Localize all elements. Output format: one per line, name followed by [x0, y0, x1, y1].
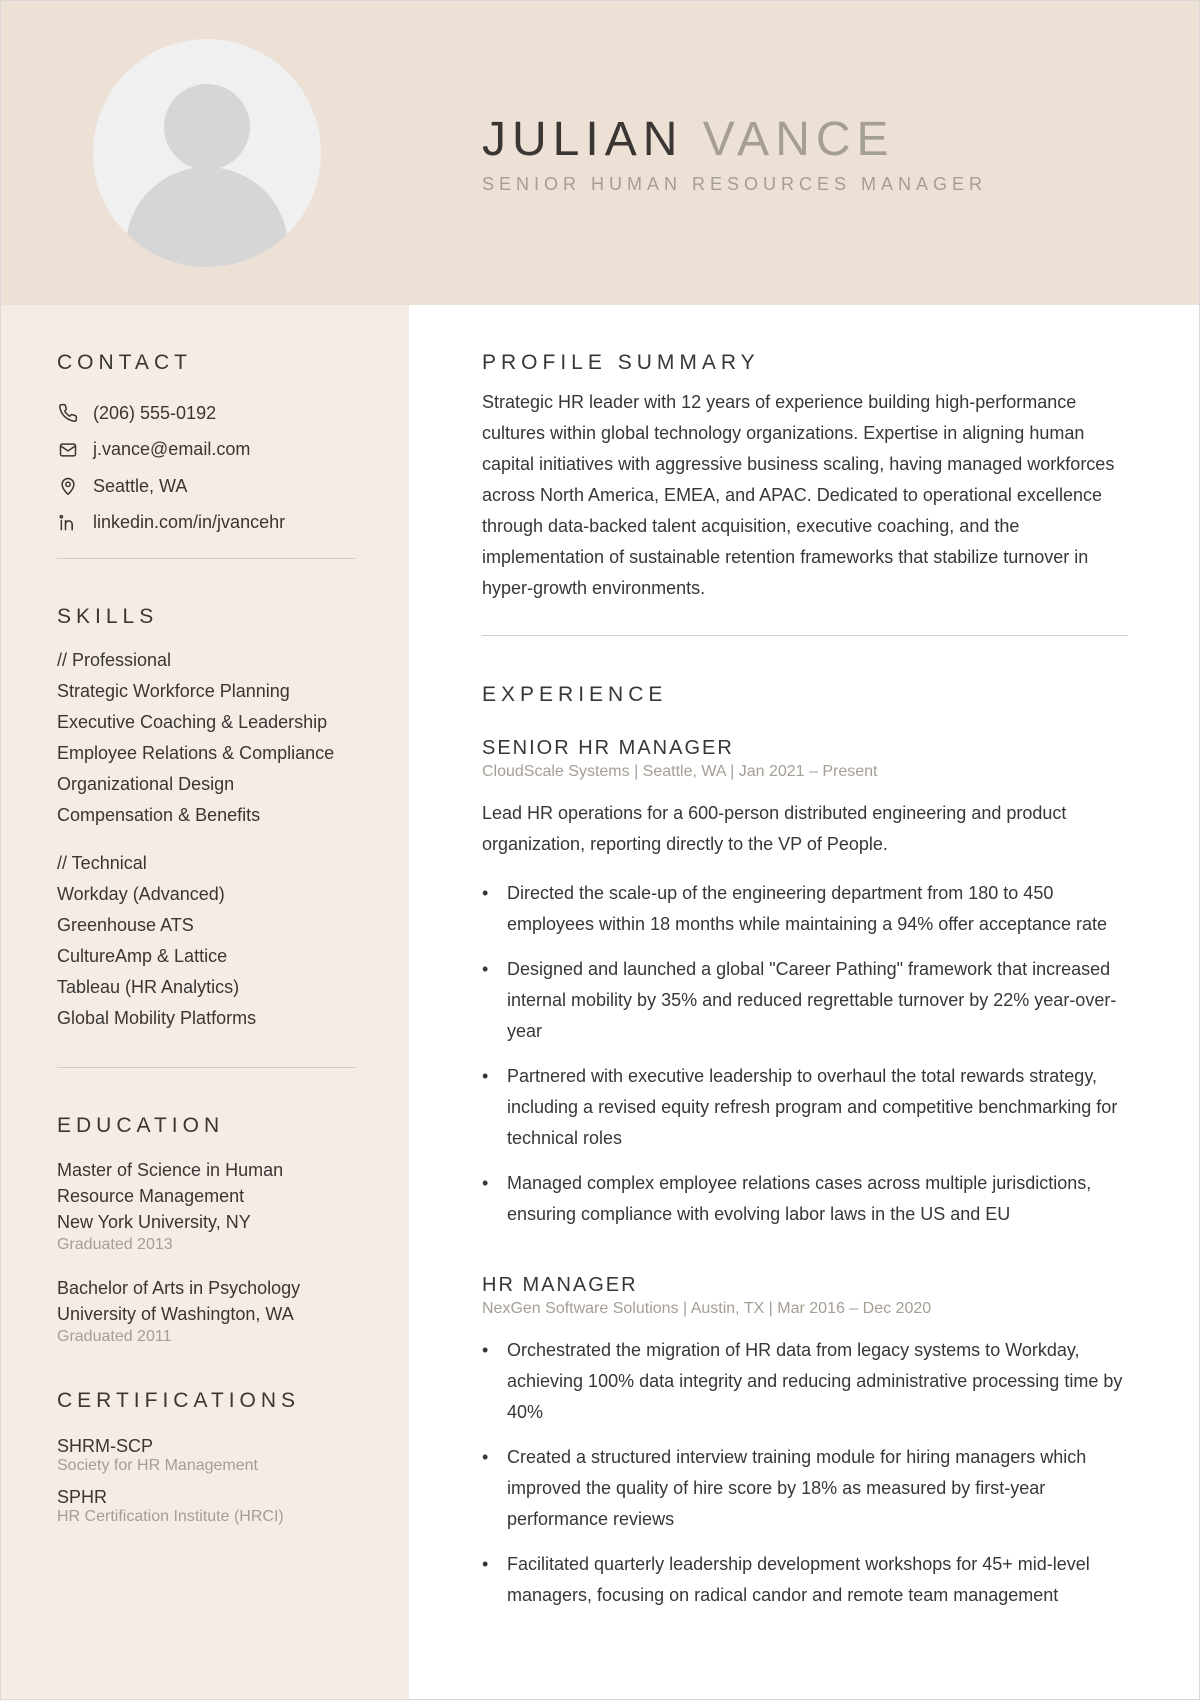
certification-entry — [57, 1435, 357, 1475]
education-school: University of Washington, WA — [57, 1304, 294, 1324]
skills-group-heading: // Technical — [57, 853, 147, 873]
location-pin-icon — [57, 475, 79, 497]
skill-item: Workday (Advanced) — [57, 884, 225, 904]
certification-org: Society for HR Management — [57, 1457, 258, 1474]
job-bullet: • Managed complex employee relations cases across multiple jurisdictions, ensuring compliance with evolving labor laws in the US and EU — [482, 1168, 1128, 1230]
job-description: Lead HR operations for a 600-person distributed engineering and product organization, reporting directly to the VP of People. — [482, 803, 1067, 854]
skills-group-heading: // Professional — [57, 650, 172, 670]
certification-entry — [57, 1486, 357, 1526]
avatar — [93, 39, 321, 267]
job-bullets — [482, 1335, 1128, 1611]
phone-icon — [57, 402, 79, 424]
sidebar-divider — [57, 1067, 355, 1068]
experience-heading: EXPERIENCE — [482, 683, 668, 706]
job-title-subtitle: SENIOR HUMAN RESOURCES MANAGER — [482, 174, 988, 194]
education-heading: EDUCATION — [57, 1114, 225, 1137]
contact-item-location — [57, 468, 357, 505]
candidate-name — [482, 111, 895, 169]
resume-header — [1, 1, 1200, 305]
location-text: Seattle, WA — [93, 475, 188, 496]
education-graduated: Graduated 2011 — [57, 1328, 172, 1345]
education-school: New York University, NY — [57, 1212, 251, 1232]
profile-summary-heading: PROFILE SUMMARY — [482, 351, 760, 374]
skills-heading: SKILLS — [57, 605, 159, 628]
contact-item-email — [57, 432, 357, 469]
linkedin-text: linkedin.com/in/jvancehr — [93, 512, 286, 533]
sidebar-divider — [57, 558, 355, 559]
skill-item: Greenhouse ATS — [57, 915, 194, 935]
avatar-body-shape — [126, 167, 288, 267]
job-meta: CloudScale Systems | Seattle, WA | Jan 2021 – Present — [482, 763, 878, 780]
email-text: j.vance@email.com — [93, 439, 251, 460]
education-degree: Bachelor of Arts in Psychology — [57, 1278, 301, 1298]
job-bullet: • Designed and launched a global "Career Pathing" framework that increased internal mobility by 35% and reduced regrettable turnover by 22% year-over-year — [482, 954, 1128, 1047]
certification-name: SHRM-SCP — [57, 1436, 154, 1456]
skills-group-professional — [57, 645, 357, 831]
job-title: SENIOR HR MANAGER — [482, 737, 734, 759]
job-bullet: • Facilitated quarterly leadership development workshops for 45+ mid-level managers, focusing on radical candor and remote team management — [482, 1549, 1128, 1611]
skills-group-technical — [57, 848, 357, 1034]
contact-heading: CONTACT — [57, 351, 192, 374]
certification-org: HR Certification Institute (HRCI) — [57, 1508, 284, 1525]
mail-icon — [57, 439, 79, 461]
skill-item: Global Mobility Platforms — [57, 1008, 257, 1028]
contact-list — [57, 395, 357, 541]
skill-item: Tableau (HR Analytics) — [57, 977, 240, 997]
main-divider — [482, 635, 1128, 636]
linkedin-icon — [57, 512, 79, 534]
contact-item-phone — [57, 395, 357, 432]
job-bullets — [482, 878, 1128, 1230]
profile-summary-text: Strategic HR leader with 12 years of experience building high-performance cultures within global technology organizations. Expertise in aligning human capital initiatives with aggressive business scaling, having managed workforces across North America, EMEA, and APAC. Dedicated to operational excellence through data-backed talent acquisition, executive coaching, and the implementation of sustainable retention frameworks that stabilize turnover in hyper-growth environments. — [482, 392, 1115, 598]
last-name: VANCE — [702, 113, 895, 166]
sidebar — [1, 305, 409, 1700]
certification-name: SPHR — [57, 1487, 108, 1507]
skill-item: Strategic Workforce Planning — [57, 681, 290, 701]
first-name: JULIAN — [482, 113, 684, 166]
job-meta: NexGen Software Solutions | Austin, TX | Mar 2016 – Dec 2020 — [482, 1300, 932, 1317]
certifications-heading: CERTIFICATIONS — [57, 1389, 301, 1412]
phone-text: (206) 555-0192 — [93, 402, 217, 423]
avatar-head-shape — [164, 84, 250, 170]
job-bullet: • Created a structured interview training module for hiring managers which improved the quality of hire score by 18% as measured by first-year performance reviews — [482, 1442, 1128, 1535]
job-entry — [482, 736, 1128, 1244]
job-bullet: • Directed the scale-up of the engineering department from 180 to 450 employees within 18 months while maintaining a 94% offer acceptance rate — [482, 878, 1128, 940]
education-graduated: Graduated 2013 — [57, 1236, 173, 1253]
education-entry — [57, 1157, 357, 1255]
skill-item: Organizational Design — [57, 774, 235, 794]
job-title: HR MANAGER — [482, 1274, 638, 1296]
skill-item: Executive Coaching & Leadership — [57, 712, 328, 732]
education-degree: Master of Science in Human Resource Management — [57, 1160, 284, 1206]
contact-item-linkedin — [57, 505, 357, 542]
skill-item: CultureAmp & Lattice — [57, 946, 228, 966]
job-bullet: • Orchestrated the migration of HR data from legacy systems to Workday, achieving 100% data integrity and reducing administrative processing time by 40% — [482, 1335, 1128, 1428]
skill-item: Compensation & Benefits — [57, 805, 261, 825]
education-entry — [57, 1275, 357, 1347]
job-bullet: • Partnered with executive leadership to overhaul the total rewards strategy, including a revised equity refresh program and competitive benchmarking for technical roles — [482, 1061, 1128, 1154]
skill-item: Employee Relations & Compliance — [57, 743, 335, 763]
job-entry — [482, 1273, 1128, 1625]
